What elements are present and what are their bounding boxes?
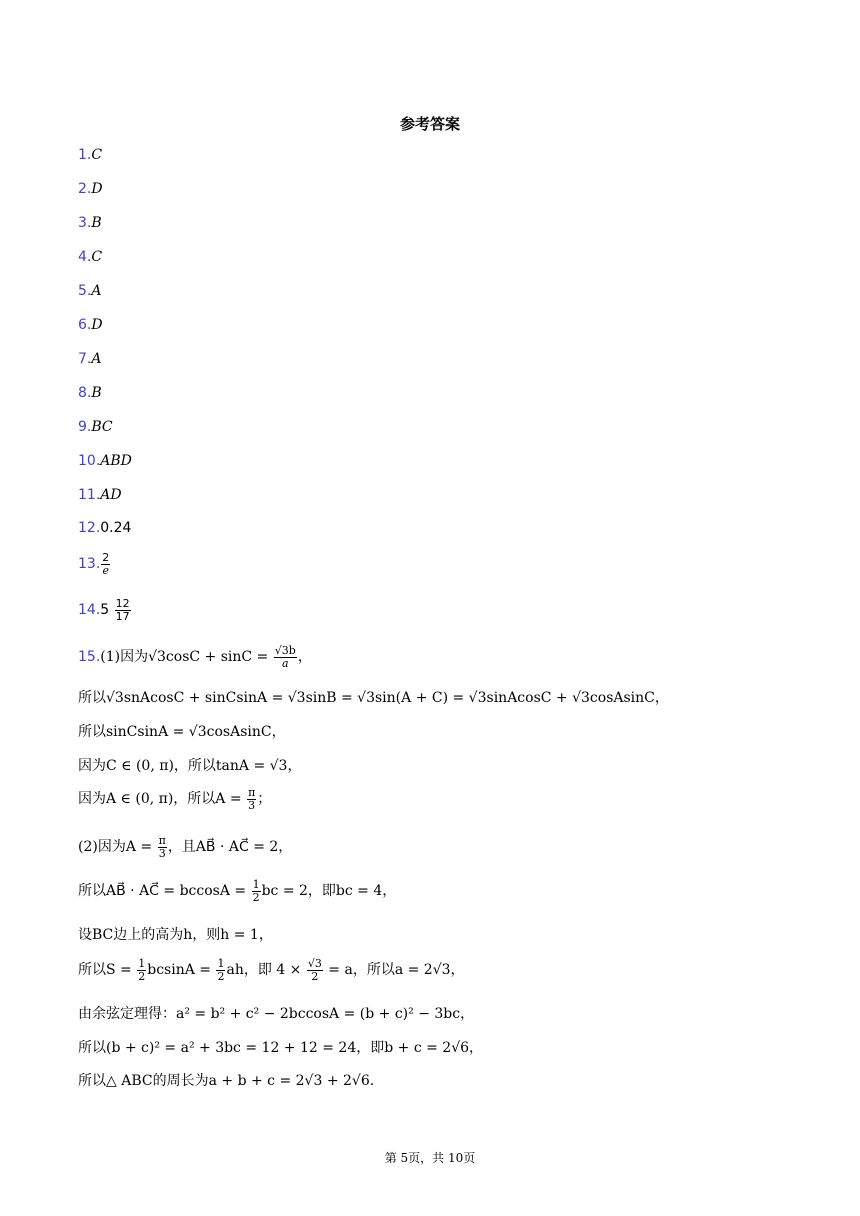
- solution-line: 所以△ ABC的周长为a + b + c = 2√3 + 2√6.: [78, 1073, 375, 1089]
- solution-text: 所以AB⃗ · AC⃗ = bccosA =: [78, 883, 251, 900]
- solution-line: [78, 835, 292, 859]
- answer-item: [78, 249, 102, 265]
- fraction: [274, 645, 297, 669]
- solution-line: 所以sinCsinA = √3cosAsinC，: [78, 724, 286, 740]
- answer-number: 11.: [78, 487, 101, 503]
- solution-text: bcsinA =: [147, 962, 216, 979]
- answer-item: [78, 181, 103, 197]
- fraction-numerator: 1: [252, 878, 260, 891]
- answer-value: BC: [91, 419, 113, 435]
- answer-item: [78, 215, 102, 231]
- fraction-numerator: π: [248, 786, 256, 799]
- answer-item: [78, 487, 122, 503]
- answer-value: A: [91, 351, 102, 367]
- answer-value: 0.24: [100, 520, 132, 536]
- solution-line: [78, 787, 271, 811]
- answer-value: B: [91, 215, 102, 231]
- answer-item: [78, 520, 131, 536]
- answer-number: 2.: [78, 181, 92, 197]
- answer-item: [78, 385, 102, 401]
- solution-line: 所以(b + c)² = a² + 3bc = 12 + 12 = 24，即b + c = 2√6，: [78, 1040, 484, 1056]
- solution-line: [78, 958, 465, 982]
- answer-value: A: [91, 283, 102, 299]
- answer-number: 10.: [78, 453, 101, 469]
- fraction-numerator: 12: [115, 597, 130, 610]
- solution-text: (2)因为A =: [78, 839, 157, 856]
- solution-text: (1)因为√3cosC + sinC =: [100, 649, 273, 666]
- answer-item: [78, 351, 101, 367]
- answer-value: C: [91, 249, 103, 265]
- fraction: [252, 879, 261, 903]
- answer-value: ABD: [100, 453, 132, 469]
- fraction-denominator: 2: [311, 969, 319, 983]
- solution-text: 所以S =: [78, 962, 137, 979]
- fraction: [137, 958, 146, 982]
- solution-text: ，且AB⃗ · AC⃗ = 2，: [167, 839, 293, 856]
- solution-line: [78, 879, 396, 903]
- answer-number: 15.: [78, 649, 101, 666]
- answer-item: [78, 283, 101, 299]
- answer-number: 5.: [78, 283, 92, 299]
- fraction-denominator: 2: [138, 969, 146, 983]
- answer-value: C: [91, 147, 103, 163]
- page-title: 参考答案: [399, 115, 460, 133]
- fraction-numerator: √3b: [274, 644, 296, 657]
- fraction-denominator: e: [102, 563, 110, 577]
- fraction-numerator: 1: [138, 957, 146, 970]
- answer-number: 8.: [78, 385, 92, 401]
- fraction-numerator: 2: [102, 551, 110, 564]
- fraction: [101, 552, 110, 576]
- answer-number: 12.: [78, 520, 101, 536]
- fraction-denominator: 2: [217, 969, 225, 983]
- fraction-denominator: 3: [158, 846, 166, 860]
- answer-item: [78, 317, 103, 333]
- page-footer: 第 5页，共 10页: [384, 1151, 476, 1165]
- solution-text: ，: [297, 649, 312, 666]
- solution-line: 由余弦定理得：a² = b² + c² − 2bccosA = (b + c)² − 3bc，: [78, 1006, 475, 1022]
- answer-number: 4.: [78, 249, 92, 265]
- fraction: [247, 787, 256, 811]
- fraction-denominator: 2: [252, 890, 260, 904]
- answer-item: [78, 598, 132, 622]
- answer-number: 1.: [78, 147, 92, 163]
- solution-line: [78, 645, 312, 669]
- solution-text: = a，所以a = 2√3，: [323, 962, 465, 979]
- solution-text: ah，即 4 ×: [226, 962, 306, 979]
- mixed-whole: 5: [100, 602, 110, 619]
- fraction-numerator: π: [158, 834, 166, 847]
- fraction: [216, 958, 225, 982]
- fraction-denominator: 3: [248, 798, 256, 812]
- answer-number: 14.: [78, 602, 101, 619]
- fraction: [158, 835, 167, 859]
- solution-line: 所以√3snAcosC + sinCsinA = √3sinB = √3sin(A + C) = √3sinAcosC + √3cosAsinC，: [78, 690, 669, 706]
- solution-text: ；: [257, 791, 272, 808]
- answer-number: 9.: [78, 419, 92, 435]
- answer-number: 13.: [78, 556, 101, 573]
- answer-item: [78, 552, 111, 576]
- fraction-numerator: 1: [217, 957, 225, 970]
- answer-value: B: [91, 385, 102, 401]
- solution-line: 设BC边上的高为h，则h = 1，: [78, 927, 273, 943]
- answer-value: AD: [100, 487, 122, 503]
- answer-value: D: [91, 317, 103, 333]
- fraction-denominator: a: [282, 656, 289, 670]
- answer-item: [78, 147, 102, 163]
- solution-line: 因为C ∈ (0, π)，所以tanA = √3，: [78, 758, 302, 774]
- fraction: [115, 598, 131, 622]
- answer-item: [78, 453, 132, 469]
- answer-item: [78, 419, 113, 435]
- answer-number: 6.: [78, 317, 92, 333]
- fraction-denominator: 17: [115, 609, 130, 623]
- solution-text: bc = 2，即bc = 4，: [261, 883, 397, 900]
- solution-text: 因为A ∈ (0, π)，所以A =: [78, 791, 247, 808]
- answer-number: 7.: [78, 351, 92, 367]
- fraction: [307, 958, 323, 982]
- answer-number: 3.: [78, 215, 92, 231]
- answer-value: D: [91, 181, 103, 197]
- fraction-numerator: √3: [307, 957, 322, 970]
